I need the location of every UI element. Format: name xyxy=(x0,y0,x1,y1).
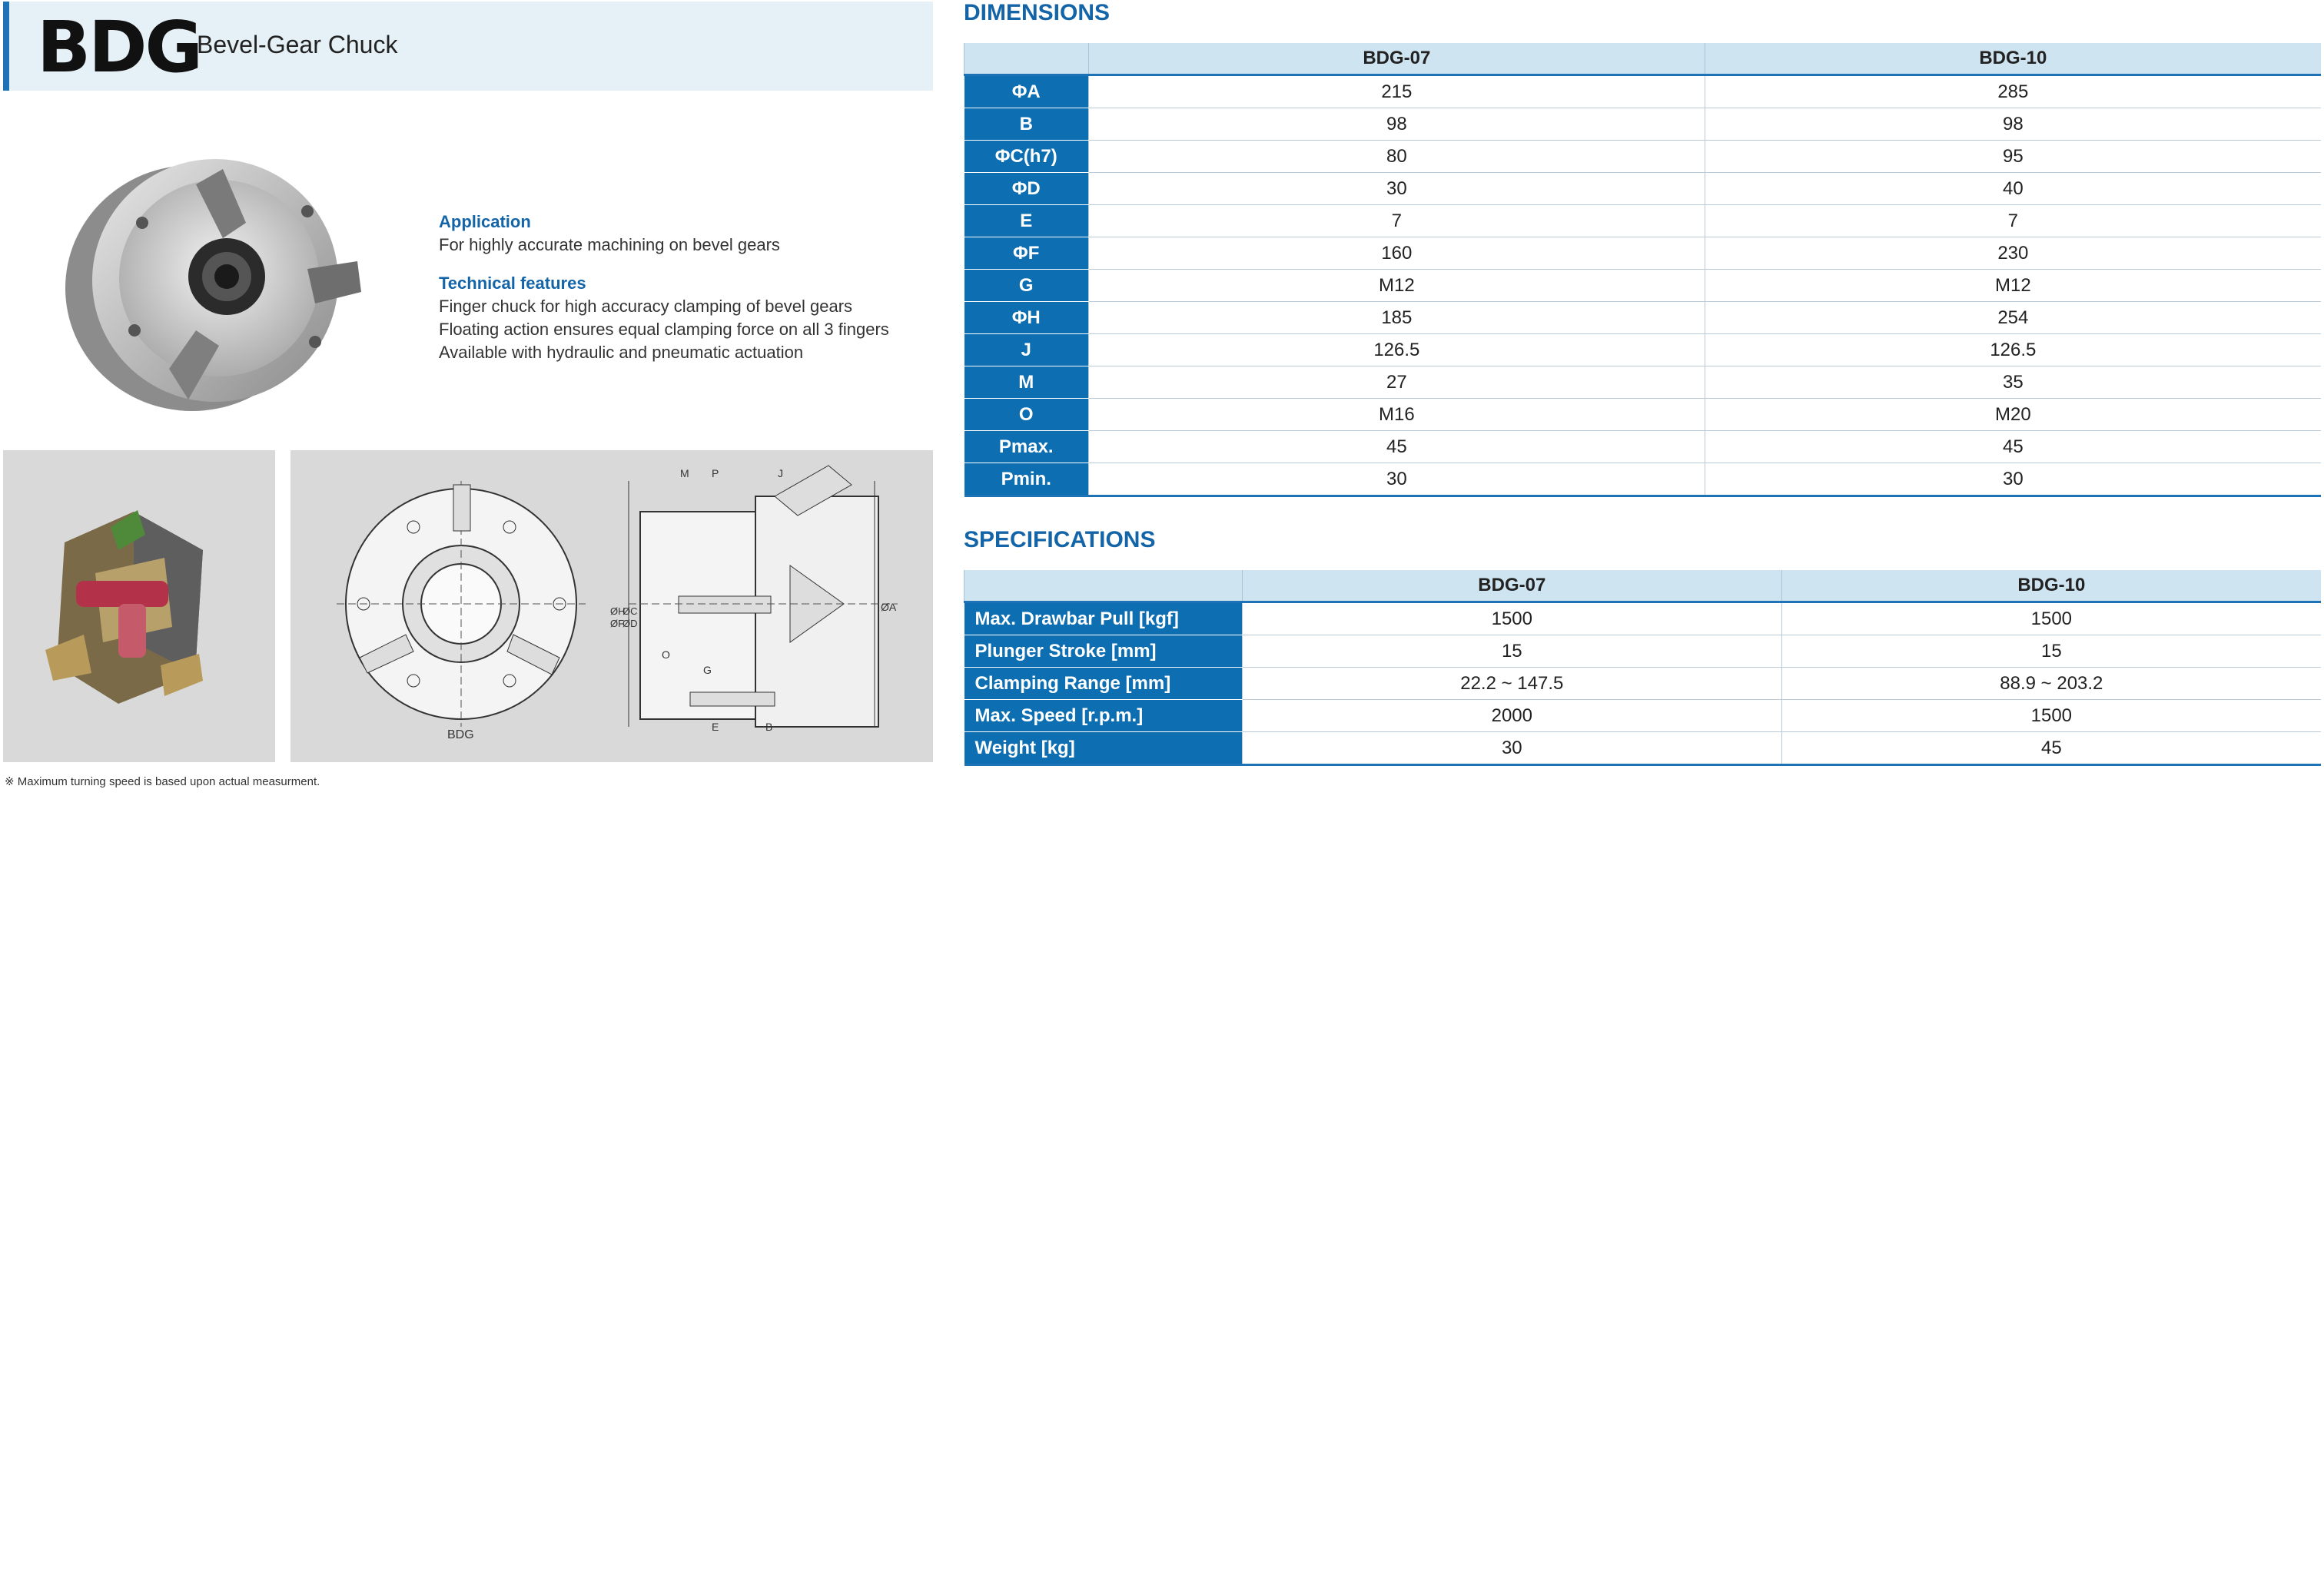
product-header xyxy=(3,2,933,91)
cell: 7 xyxy=(1705,205,2321,237)
table-row xyxy=(964,463,2322,496)
row-label: M xyxy=(964,366,1089,399)
dim-label-j: J xyxy=(778,467,783,479)
column-header: BDG-07 xyxy=(1242,570,1781,602)
application-text: For highly accurate machining on bevel gears xyxy=(439,235,780,254)
cell: 35 xyxy=(1705,366,2321,399)
footnote: ※ Maximum turning speed is based upon actual measurment. xyxy=(5,775,320,788)
cell: 15 xyxy=(1781,635,2321,668)
table-row xyxy=(964,602,2322,635)
cell: 27 xyxy=(1088,366,1705,399)
cell: M16 xyxy=(1088,399,1705,431)
row-label: Max. Drawbar Pull [kgf] xyxy=(964,602,1243,635)
cell: 254 xyxy=(1705,302,2321,334)
cell: 285 xyxy=(1705,75,2321,108)
cell: 185 xyxy=(1088,302,1705,334)
cell: 40 xyxy=(1705,173,2321,205)
table-row xyxy=(964,173,2322,205)
cell: 1500 xyxy=(1242,602,1781,635)
table-row xyxy=(964,700,2322,732)
table-row xyxy=(964,205,2322,237)
cell: 30 xyxy=(1242,732,1781,765)
row-label: ΦF xyxy=(964,237,1089,270)
row-label: E xyxy=(964,205,1089,237)
table-row xyxy=(964,366,2322,399)
table-row xyxy=(964,237,2322,270)
dim-label-of: ØF xyxy=(610,618,625,629)
cell: 7 xyxy=(1088,205,1705,237)
row-label: B xyxy=(964,108,1089,141)
dim-label-e: E xyxy=(712,721,719,733)
table-row xyxy=(964,431,2322,463)
cell: 98 xyxy=(1088,108,1705,141)
cell: 160 xyxy=(1088,237,1705,270)
row-label: Max. Speed [r.p.m.] xyxy=(964,700,1243,732)
cell: 30 xyxy=(1088,463,1705,496)
table-row xyxy=(964,668,2322,700)
dim-label-od: ØD xyxy=(622,618,638,629)
column-header: BDG-10 xyxy=(1705,43,2321,75)
dim-label-o: O xyxy=(662,648,670,661)
technical-drawing-panel xyxy=(290,450,933,762)
specifications-table xyxy=(964,570,2321,766)
row-label: ΦA xyxy=(964,75,1089,108)
dimensions-title: DIMENSIONS xyxy=(964,0,1111,25)
row-label: ΦD xyxy=(964,173,1089,205)
cell: 22.2 ~ 147.5 xyxy=(1242,668,1781,700)
cell: M12 xyxy=(1705,270,2321,302)
dim-label-p: P xyxy=(712,467,719,479)
cutaway-illustration xyxy=(3,450,275,762)
table-row xyxy=(964,108,2322,141)
dimensions-table xyxy=(964,43,2321,497)
table-row xyxy=(964,334,2322,366)
table-row xyxy=(964,732,2322,765)
row-label: Clamping Range [mm] xyxy=(964,668,1243,700)
dim-label-g: G xyxy=(703,664,712,676)
cell: 45 xyxy=(1088,431,1705,463)
cell: M20 xyxy=(1705,399,2321,431)
table-row xyxy=(964,141,2322,173)
feature-item: Floating action ensures equal clamping force on all 3 fingers xyxy=(439,320,889,339)
cell: 1500 xyxy=(1781,602,2321,635)
cutaway-panel xyxy=(3,450,275,762)
feature-item: Available with hydraulic and pneumatic actuation xyxy=(439,343,804,362)
column-header: BDG-10 xyxy=(1781,570,2321,602)
cell: 98 xyxy=(1705,108,2321,141)
cell: 230 xyxy=(1705,237,2321,270)
table-row xyxy=(964,399,2322,431)
row-label: J xyxy=(964,334,1089,366)
cell: 15 xyxy=(1242,635,1781,668)
table-row xyxy=(964,270,2322,302)
features-title: Technical features xyxy=(439,274,586,293)
cell: 88.9 ~ 203.2 xyxy=(1781,668,2321,700)
cell: 45 xyxy=(1705,431,2321,463)
dim-label-m: M xyxy=(680,467,689,479)
dim-label-b: B xyxy=(765,721,773,733)
feature-item: Finger chuck for high accuracy clamping of bevel gears xyxy=(439,297,853,316)
dim-label-oc: ØC xyxy=(622,605,638,617)
cell: 95 xyxy=(1705,141,2321,173)
cell: M12 xyxy=(1088,270,1705,302)
row-label: ΦH xyxy=(964,302,1089,334)
cell: 126.5 xyxy=(1088,334,1705,366)
row-label: Weight [kg] xyxy=(964,732,1243,765)
table-corner xyxy=(964,43,1089,75)
table-corner xyxy=(964,570,1243,602)
model-code: BDG xyxy=(37,6,201,88)
cell: 2000 xyxy=(1242,700,1781,732)
table-row xyxy=(964,75,2322,108)
cell: 45 xyxy=(1781,732,2321,765)
row-label: O xyxy=(964,399,1089,431)
table-row xyxy=(964,635,2322,668)
row-label: ΦC(h7) xyxy=(964,141,1089,173)
drawing-label-bdg: BDG xyxy=(447,728,474,741)
chuck-photo xyxy=(61,138,369,430)
row-label: Pmin. xyxy=(964,463,1089,496)
product-name: Bevel-Gear Chuck xyxy=(197,31,398,58)
cell: 80 xyxy=(1088,141,1705,173)
cell: 30 xyxy=(1088,173,1705,205)
application-block xyxy=(439,211,889,364)
cell: 30 xyxy=(1705,463,2321,496)
row-label: G xyxy=(964,270,1089,302)
table-row xyxy=(964,302,2322,334)
dim-label-oa: ØA xyxy=(881,601,897,613)
cell: 1500 xyxy=(1781,700,2321,732)
application-title: Application xyxy=(439,212,531,231)
row-label: Plunger Stroke [mm] xyxy=(964,635,1243,668)
row-label: Pmax. xyxy=(964,431,1089,463)
specifications-title: SPECIFICATIONS xyxy=(964,527,1156,552)
dim-label-oh: ØH xyxy=(610,605,626,617)
cell: 215 xyxy=(1088,75,1705,108)
cell: 126.5 xyxy=(1705,334,2321,366)
column-header: BDG-07 xyxy=(1088,43,1705,75)
